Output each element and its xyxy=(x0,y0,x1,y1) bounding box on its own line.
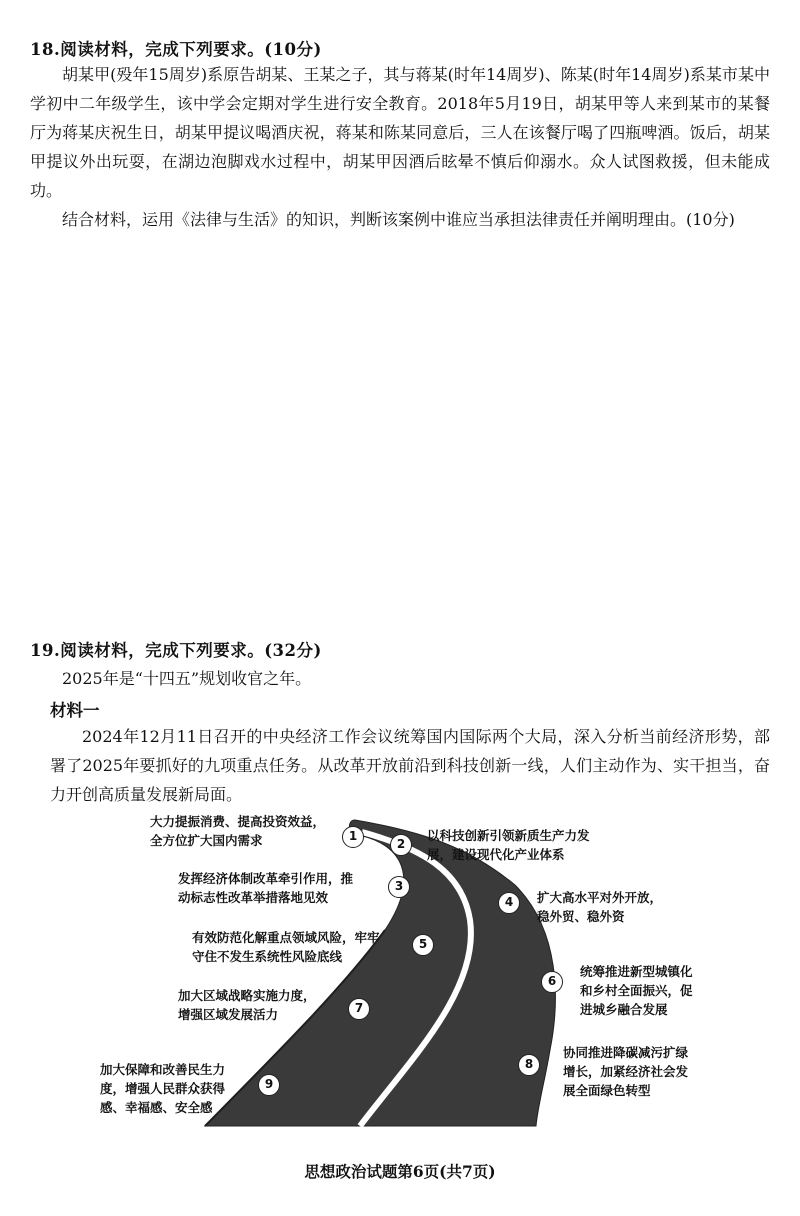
q18-paragraph-2: 结合材料，运用《法律与生活》的知识，判断该案例中谁应当承担法律责任并阐明理由。(10分) xyxy=(62,210,735,229)
task-9-marker: 9 xyxy=(258,1074,280,1096)
task-8-marker: 8 xyxy=(518,1054,540,1076)
material1-label: 材料一 xyxy=(50,701,100,720)
task-7-marker: 7 xyxy=(348,998,370,1020)
q19-title: 19.阅读材料，完成下列要求。(32分) xyxy=(30,641,322,660)
task-3-marker: 3 xyxy=(388,876,410,898)
task-4-label: 扩大高水平对外开放， 稳外贸、稳外资 xyxy=(537,890,663,924)
task-5-marker: 5 xyxy=(412,934,434,956)
task-3-label: 发挥经济体制改革牵引作用，推 动标志性改革举措落地见效 xyxy=(178,871,354,905)
task-9-label: 加大保障和改善民生力 度，增强人民群众获得 感、幸福感、安全感 xyxy=(100,1062,226,1115)
task-5-label: 有效防范化解重点领域风险，牢牢 守住不发生系统性风险底线 xyxy=(192,930,380,964)
task-7-label: 加大区域战略实施力度， 增强区域发展活力 xyxy=(178,988,316,1022)
road-surface xyxy=(205,820,555,1126)
task-8-label: 协同推进降碳减污扩绿 增长，加紧经济社会发 展全面绿色转型 xyxy=(563,1045,689,1098)
task-4-marker: 4 xyxy=(498,892,520,914)
task-2-label: 以科技创新引领新质生产力发 展，建设现代化产业体系 xyxy=(427,828,590,862)
task-6-label: 统筹推进新型城镇化 和乡村全面振兴，促 进城乡融合发展 xyxy=(580,964,693,1017)
task-2-marker: 2 xyxy=(390,834,412,856)
q19-intro: 2025年是“十四五”规划收官之年。 xyxy=(62,669,312,688)
page-footer: 思想政治试题第6页(共7页) xyxy=(304,1162,496,1181)
q18-title: 18.阅读材料，完成下列要求。(10分) xyxy=(30,40,322,59)
q18-paragraph-1: 胡某甲(殁年15周岁)系原告胡某、王某之子，其与蒋某(时年14周岁)、陈某(时年14周岁)系某市某中学初中二年级学生，该中学会定期对学生进行安全教育。2018年5月19日，胡某甲等人来到某市的某餐厅为蒋某庆祝生日，胡某甲提议喝酒庆祝，蒋某和陈某同意后，三人在该餐厅喝了四瓶啤酒。饭后，胡某甲提议外出玩耍，在湖边泡脚戏水过程中，胡某甲因酒后眩晕不慎后仰溺水。众人试图救援，但未能成功。 xyxy=(30,65,770,200)
material1-text: 2024年12月11日召开的中央经济工作会议统筹国内国际两个大局，深入分析当前经济形势，部署了2025年要抓好的九项重点任务。从改革开放前沿到科技创新一线，人们主动作为、实干担当，奋力开创高质量发展新局面。 xyxy=(50,727,770,804)
task-1-marker: 1 xyxy=(342,826,364,848)
task-6-marker: 6 xyxy=(541,971,563,993)
task-1-label: 大力提振消费、提高投资效益， 全方位扩大国内需求 xyxy=(150,814,326,848)
